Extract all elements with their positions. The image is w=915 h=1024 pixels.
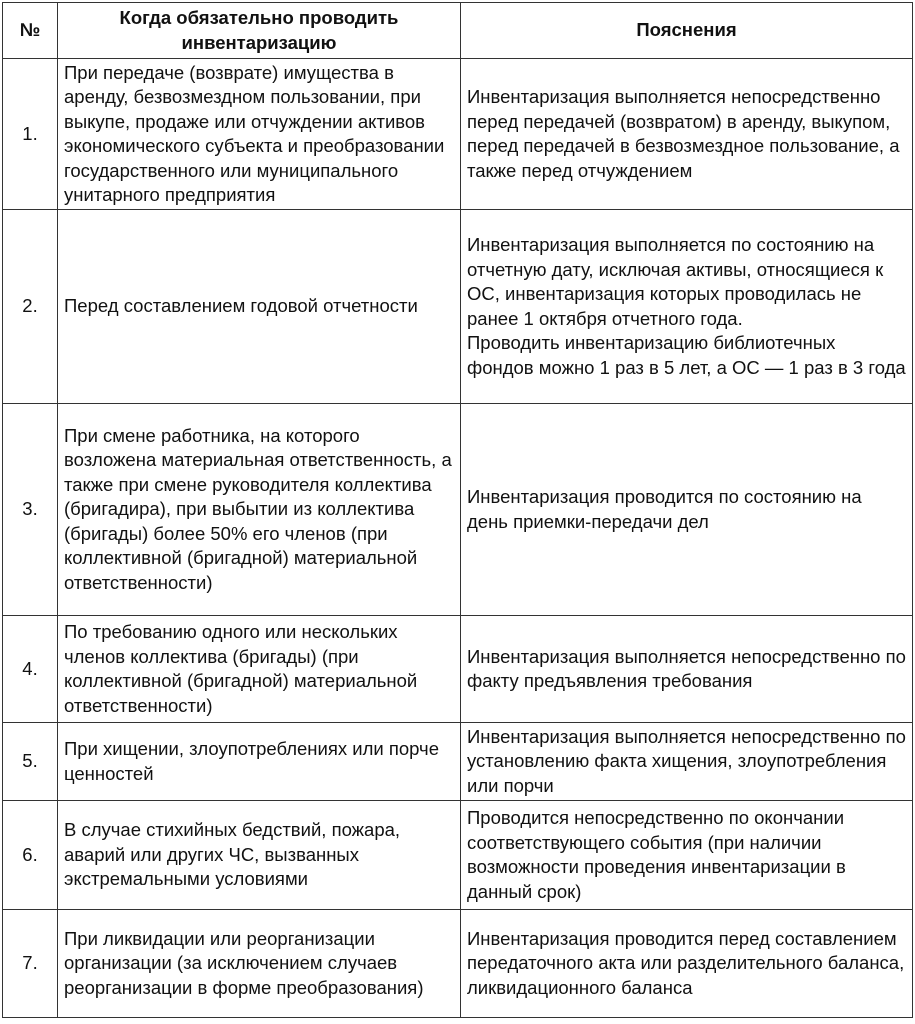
row-number: 7. xyxy=(3,910,58,1018)
row-number: 3. xyxy=(3,404,58,616)
row-number: 1. xyxy=(3,59,58,210)
table-row xyxy=(3,616,913,723)
header-notes: Пояснения xyxy=(461,3,913,59)
row-when: При смене работника, на которого возложена материальная ответственность, а также при смене руководителя коллектива (бригадира), при выбытии из коллектива (бригады) более 50% его членов (при коллективной (бригадной) материальной ответственности) xyxy=(58,404,461,616)
row-note: Инвентаризация выполняется непосредственно перед передачей (возвратом) в аренду, выкупом, перед передачей в безвозмездное пользование, а также перед отчуждением xyxy=(461,59,913,210)
row-note: Проводится непосредственно по окончании соответствующего события (при наличии возможности проведения инвентаризации в данный срок) xyxy=(461,801,913,910)
row-note: Инвентаризация выполняется непосредственно по установлению факта хищения, злоупотребления или порчи xyxy=(461,723,913,801)
row-when: В случае стихийных бедствий, пожара, аварий или других ЧС, вызванных экстремальными условиями xyxy=(58,801,461,910)
header-number: № xyxy=(3,3,58,59)
table-row xyxy=(3,59,913,210)
row-when: При ликвидации или реорганизации организации (за исключением случаев реорганизации в форме преобразования) xyxy=(58,910,461,1018)
row-note: Инвентаризация выполняется непосредственно по факту предъявления требования xyxy=(461,616,913,723)
table-header-row xyxy=(3,3,913,59)
row-number: 4. xyxy=(3,616,58,723)
row-note: Инвентаризация проводится по состоянию на день приемки-передачи дел xyxy=(461,404,913,616)
table-row xyxy=(3,404,913,616)
row-number: 2. xyxy=(3,210,58,404)
row-when: При передаче (возврате) имущества в аренду, безвозмездном пользовании, при выкупе, продаже или отчуждении активов экономического субъекта и преобразовании государственного или муниципального унитарного предприятия xyxy=(58,59,461,210)
table-row xyxy=(3,801,913,910)
row-when: По требованию одного или нескольких членов коллектива (бригады) (при коллективной (бригадной) материальной ответственности) xyxy=(58,616,461,723)
header-when: Когда обязательно проводить инвентаризацию xyxy=(58,3,461,59)
table-row xyxy=(3,723,913,801)
inventory-table xyxy=(2,2,913,1018)
table-row xyxy=(3,910,913,1018)
row-note: Инвентаризация выполняется по состоянию на отчетную дату, исключая активы, относящиеся к ОС, инвентаризация которых проводилась не ранее 1 октября отчетного года. Проводить инвентаризацию библиотечных фондов можно 1 раз в 5 лет, а ОС — 1 раз в 3 года xyxy=(461,210,913,404)
table-row xyxy=(3,210,913,404)
row-note: Инвентаризация проводится перед составлением передаточного акта или разделительного баланса, ликвидационного баланса xyxy=(461,910,913,1018)
row-number: 6. xyxy=(3,801,58,910)
row-when: Перед составлением годовой отчетности xyxy=(58,210,461,404)
row-number: 5. xyxy=(3,723,58,801)
row-when: При хищении, злоупотреблениях или порче ценностей xyxy=(58,723,461,801)
